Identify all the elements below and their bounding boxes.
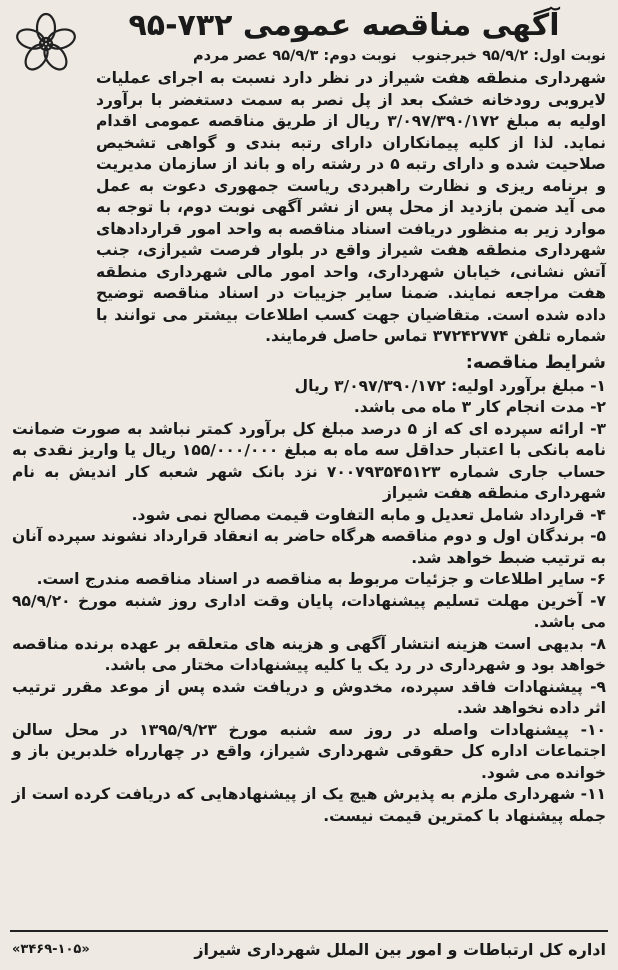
issuing-organization: اداره کل ارتباطات و امور بین الملل شهرداری شیراز bbox=[194, 939, 606, 959]
condition-item: ۹- پیشنهادات فاقد سپرده، مخدوش و دریافت شده پس از موعد مقرر ترتیب اثر داده نخواهد شد. bbox=[12, 677, 606, 717]
condition-item: ۸- بدیهی است هزینه انتشار آگهی و هزینه های متعلقه بر عهده برنده مناقصه خواهد بود و شهرداری در رد یک یا کلیه پیشنهادات مختار می باشد. bbox=[12, 634, 606, 674]
shiraz-municipality-logo-icon bbox=[8, 6, 84, 82]
conditions-heading: شرایط مناقصه: bbox=[465, 351, 606, 373]
notice-title: آگهی مناقصه عمومی ۷۳۲-۹۵ bbox=[128, 8, 560, 43]
intro-text: شهرداری منطقه هفت شیراز در نظر دارد نسبت به اجرای عملیات لایروبی رودخانه خشک بعد از پل نصر به سمت دستغضر با برآورد اولیه به مبلغ ۳/۰۹۷/۳۹۰/۱۷۲ ریال از طریق مناقصه عمومی اقدام نماید. لذا از کلیه پیمانکاران دارای رتبه بندی و گواهی تشخیص صلاحیت شده و دارای رتبه ۵ در رشته راه و باند از سازمان مدیریت و برنامه ریزی و نظارت راهبردی ریاست جمهوری دعوت به عمل می آید ضمن بازدید از محل پس از نشر آگهی نوبت دوم، با توجه به موارد زیر به منظور دریافت اسناد مناقصه به واحد امور قراردادهای شهرداری منطقه هفت شیراز واقع در بلوار فرصت شیرازی، جنب آتش نشانی، خیابان شهرداری، واحد امور مالی شهرداری منطقه هفت مراجعه نمایند. ضمنا سایر جزییات در اسناد مناقصه توضیح داده شده است. متقاضیان جهت کسب اطلاعات بیشتر می توانند با شماره تلفن ۳۷۲۴۲۷۷۴ تماس حاصل فرمایند. bbox=[96, 69, 607, 345]
publication-dates bbox=[12, 46, 606, 67]
footer-divider bbox=[10, 930, 608, 932]
condition-item: ۲- مدت انجام کار ۳ ماه می باشد. bbox=[353, 398, 606, 416]
second-publication: نوبت دوم: ۹۵/۹/۳ عصر مردم bbox=[192, 48, 397, 64]
conditions-list bbox=[12, 376, 606, 828]
first-publication: نوبت اول: ۹۵/۹/۲ خبرجنوب bbox=[411, 48, 606, 64]
condition-item: ۳- ارائه سپرده ای که از ۵ درصد مبلغ کل برآورد کمتر نباشد به صورت ضمانت نامه بانکی با اعتبار حداقل سه ماه به مبلغ ۱۵۵/۰۰۰/۰۰۰ ریال یا واریز نقدی به حساب جاری شماره ۷۰۰۷۹۳۵۴۵۱۲۳ نزد بانک شهر شعبه کار اندیش به نام شهرداری منطقه هفت شیراز bbox=[12, 419, 606, 502]
condition-item: ۱۱- شهرداری ملزم به پذیرش هیچ یک از پیشنهادهایی که دریافت کرده است از جمله پیشنهاد با کمترین قیمت نیست. bbox=[12, 785, 606, 825]
intro-paragraph bbox=[12, 68, 606, 348]
notice-code: «۳۴۶۹-۱۰۵» bbox=[12, 941, 90, 957]
condition-item: ۶- سایر اطلاعات و جزئیات مربوط به مناقصه در اسناد مناقصه مندرج است. bbox=[36, 570, 606, 588]
condition-item: ۱- مبلغ برآورد اولیه: ۳/۰۹۷/۳۹۰/۱۷۲ ریال bbox=[294, 376, 606, 395]
condition-item: ۴- قرارداد شامل تعدیل و مابه التفاوت قیمت مصالح نمی شود. bbox=[131, 505, 606, 524]
condition-item: ۱۰- پیشنهادات واصله در روز سه شنبه مورخ ۱۳۹۵/۹/۲۳ در محل سالن اجتماعات اداره کل حقوقی شهرداری شیراز، واقع در چهارراه خلدبرین باز و خوانده می شود. bbox=[12, 720, 606, 782]
footer bbox=[12, 934, 606, 964]
condition-item: ۷- آخرین مهلت تسلیم پیشنهادات، پایان وقت اداری روز شنبه مورخ ۹۵/۹/۲۰ می باشد. bbox=[12, 591, 606, 631]
condition-item: ۵- برندگان اول و دوم مناقصه هرگاه حاضر به انعقاد قرارداد نشوند سپرده آنان به ترتیب ضبط خواهد شد. bbox=[12, 527, 606, 567]
